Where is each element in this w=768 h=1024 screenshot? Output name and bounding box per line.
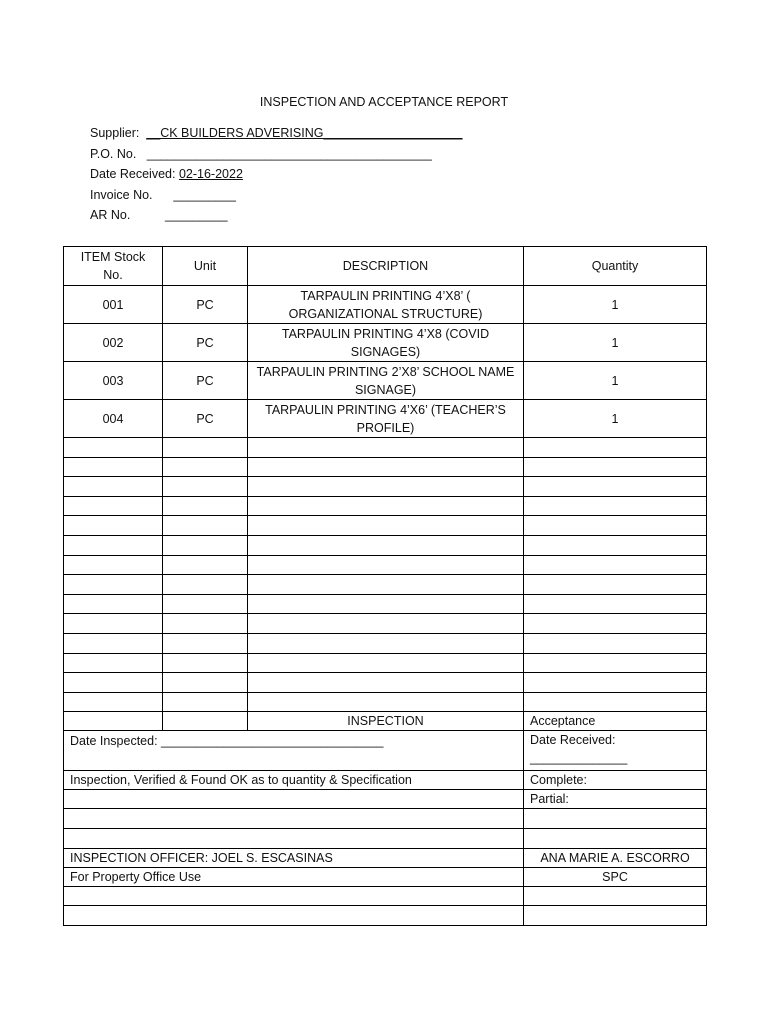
item-no: 002 — [64, 324, 163, 362]
empty-row — [64, 653, 707, 673]
ar-line — [90, 208, 228, 222]
item-quantity: 1 — [524, 286, 707, 324]
verified-row — [64, 771, 707, 790]
empty-row — [64, 575, 707, 595]
invoice-value: _________ — [173, 188, 236, 202]
acceptance-officer: ANA MARIE A. ESCORRO — [524, 848, 707, 867]
item-description: TARPAULIN PRINTING 2’X8’ SCHOOL NAME SIGNAGE) — [248, 362, 524, 400]
date-inspected-row — [64, 731, 707, 771]
header-unit: Unit — [163, 247, 248, 286]
empty-row — [64, 633, 707, 653]
item-no: 004 — [64, 400, 163, 438]
empty-row — [64, 457, 707, 477]
supplier-line — [90, 126, 462, 140]
table-row — [64, 324, 707, 362]
item-no: 003 — [64, 362, 163, 400]
ar-value: _________ — [165, 208, 228, 222]
item-unit: PC — [163, 400, 248, 438]
invoice-line — [90, 188, 236, 202]
date-inspected: Date Inspected: ________________________________ — [64, 731, 524, 771]
ar-label: AR No. — [90, 208, 131, 222]
report-title: INSPECTION AND ACCEPTANCE REPORT — [259, 95, 509, 109]
po-label: P.O. No. — [90, 147, 137, 161]
date-received-label: Date Received: — [90, 167, 176, 181]
partial-row — [64, 790, 707, 809]
empty-row — [64, 594, 707, 614]
item-unit: PC — [163, 286, 248, 324]
property-office-label: For Property Office Use — [64, 867, 524, 886]
inspection-officer: INSPECTION OFFICER: JOEL S. ESCASINAS — [64, 848, 524, 867]
invoice-label: Invoice No. — [90, 188, 153, 202]
table-row — [64, 362, 707, 400]
acceptance-date-received-line: ______________ — [530, 751, 628, 766]
property-row — [64, 867, 707, 886]
empty-row — [64, 828, 707, 848]
date-received-line — [90, 167, 243, 181]
partial-label: Partial: — [524, 790, 707, 809]
acceptance-officer-title: SPC — [524, 867, 707, 886]
header-description: DESCRIPTION — [248, 247, 524, 286]
supplier-value: __CK BUILDERS ADVERISING____________________ — [146, 126, 463, 140]
inspection-verified-text: Inspection, Verified & Found OK as to quantity & Specification — [64, 771, 524, 790]
empty-row — [64, 477, 707, 497]
empty-row — [64, 438, 707, 458]
item-quantity: 1 — [524, 362, 707, 400]
header-item-stock: ITEM Stock No. — [64, 247, 163, 286]
complete-label: Complete: — [524, 771, 707, 790]
empty-row — [64, 555, 707, 575]
acceptance-date-received-label: Date Received: — [530, 733, 616, 748]
table-header-row — [64, 247, 707, 286]
table-row — [64, 286, 707, 324]
item-no: 001 — [64, 286, 163, 324]
empty-row — [64, 906, 707, 926]
empty-row — [64, 673, 707, 693]
items-table — [63, 246, 707, 926]
empty-row — [64, 886, 707, 906]
item-description: TARPAULIN PRINTING 4’X8’ ( ORGANIZATIONAL STRUCTURE) — [248, 286, 524, 324]
item-description: TARPAULIN PRINTING 4’X6’ (TEACHER’S PROFILE) — [248, 400, 524, 438]
po-line — [90, 147, 432, 161]
item-quantity: 1 — [524, 400, 707, 438]
officer-row — [64, 848, 707, 867]
po-value: _________________________________________ — [146, 147, 432, 161]
empty-row — [64, 535, 707, 555]
acceptance-heading: Acceptance — [524, 712, 707, 731]
empty-row — [64, 496, 707, 516]
empty-row — [64, 809, 707, 829]
empty-row — [64, 692, 707, 712]
date-received-cell — [524, 731, 707, 771]
table-row — [64, 400, 707, 438]
inspection-heading: INSPECTION — [248, 712, 524, 731]
item-description: TARPAULIN PRINTING 4’X8 (COVID SIGNAGES) — [248, 324, 524, 362]
item-quantity: 1 — [524, 324, 707, 362]
empty-row — [64, 614, 707, 634]
empty-row — [64, 516, 707, 536]
supplier-label: Supplier: — [90, 126, 140, 140]
inspection-heading-row — [64, 712, 707, 731]
item-unit: PC — [163, 362, 248, 400]
item-unit: PC — [163, 324, 248, 362]
header-quantity: Quantity — [524, 247, 707, 286]
date-received-value: 02-16-2022 — [178, 167, 243, 181]
